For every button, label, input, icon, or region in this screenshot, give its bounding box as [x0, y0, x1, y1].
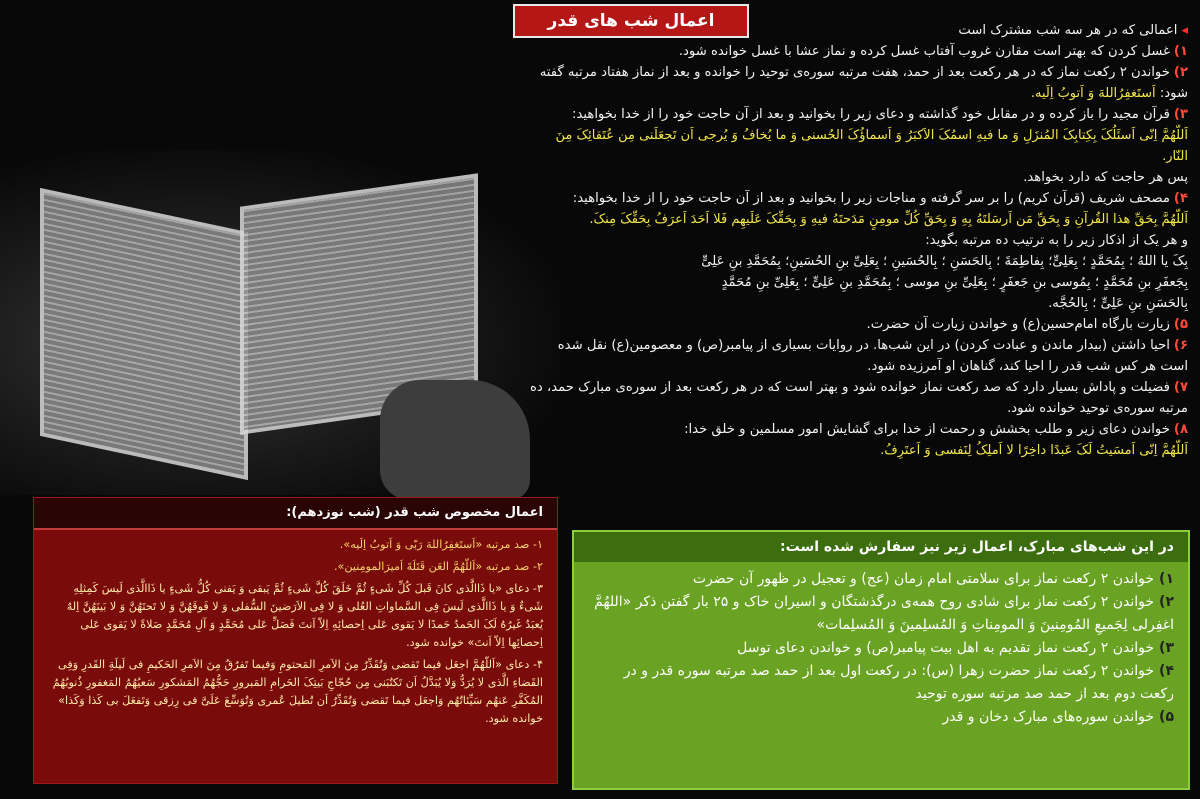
zikr-line: بِجَعفَرِ بنِ مُحَمَّدٍ ؛ بِمُوسی بنِ جَعفَرٍ ؛ بِعَلِیِّ بنِ موسی ؛ بِمُحَمَّدِ بنِ عَلِیٍّ ؛ بِعَلِیِّ بنِ مُحَمَّدٍ [721, 275, 1188, 290]
quran-left-page [40, 188, 248, 480]
zikr-line: بِالحَسَنِ بنِ عَلِیٍّ ؛ بِالحُجَّه. [1048, 296, 1188, 311]
item-text: خواندن دعای زیر و طلب بخشش و رحمت از خدا برای گشایش امور مسلمین و خلق خدا: [684, 422, 1170, 437]
item-after-text: و هر یک از اذکار زیر را به ترتیب ده مرتبه بگوید: [925, 233, 1188, 248]
item-number: ۲) [1159, 594, 1174, 610]
list-item [588, 591, 1174, 637]
item-number: ۳) [1173, 107, 1188, 122]
item-text: زیارت بارگاه امام‌حسین(ع) و خواندن زیارت آن حضرت. [866, 317, 1170, 332]
page-title: اعمال شب های قدر [513, 4, 749, 38]
item-text: خواندن ۲ رکعت نماز برای شادی روح همه‌ی درگذشتگان و اسیران خاک و ۲۵ بار گفتن ذکر «اللهُمَّ اغفِرلی لِجَمیعِ المُومِنینَ وَ المومِناتِ وَ المُسلِمینَ وَ المُسلِمات» [594, 594, 1174, 633]
list-item [588, 660, 1174, 706]
main-item-6 [528, 335, 1188, 377]
dua-text: اَللّهُمَّ اِنّی اَسئَلُکَ بِکِتابِکَ المُنزَلِ وَ ما فیهِ اسمُکَ الاَکبَرُ وَ اَسماؤُکَ الحُسنی وَ ما یُخافُ وَ یُرجی اَن تَجعَلَنی مِن عُتَقائِکَ مِنَ النّار. [555, 128, 1188, 164]
main-item-4 [528, 188, 1188, 209]
intro-line [528, 20, 1188, 41]
quran-reading-photo [0, 150, 560, 495]
recommended-acts-box [572, 530, 1190, 790]
box-item: ۱- صد مرتبه «اَستَغفِرُاللهَ رَبّی وَ اَتوبُ اِلَیه». [339, 538, 543, 551]
reader-hand [380, 380, 530, 500]
box-header: اعمال مخصوص شب قدر (شب نوزدهم): [34, 498, 557, 530]
item-text: فضیلت و پاداش بسیار دارد که صد رکعت نماز خوانده شود و بهتر است که در هر رکعت بعد از سوره‌ی مبارک حمد، ده مرتبه سوره‌ی توحید خوانده شود. [529, 380, 1188, 416]
intro-text: اعمالی که در هر سه شب مشترک است [958, 23, 1178, 38]
item-number: ۶) [1173, 338, 1188, 353]
item-text: مصحف شریف (قرآن کریم) را بر سر گرفته و مناجات زیر را بخوانید و بعد از آن حاجت خود را از خدا بخواهید: [572, 191, 1170, 206]
main-content [528, 20, 1188, 461]
zikr-line: بِکَ یا اللهُ ؛ بِمُحَمَّدٍ ؛ بِعَلِیٍّ؛ بِفاطِمَةَ ؛ بِالحَسَنِ ؛ بِالحُسَینِ ؛ بِعَلِیِّ بنِ الحُسَینِ؛ بِمُحَمَّدِ بنِ عَلِیٍّ [701, 254, 1188, 269]
box-item: ۲- صد مرتبه «اَللّهُمَّ العَن قَتَلَةَ اَمیرَالمومِنین». [333, 560, 543, 573]
item-number: ۱) [1173, 44, 1188, 59]
item-text: قرآن مجید را باز کرده و در مقابل خود گذاشته و دعای زیر را بخوانید و بعد از آن حاجت خود را از خدا بخواهید: [572, 107, 1170, 122]
main-item-2 [528, 62, 1188, 104]
box-item: ۳- دعای «یا ذَاالَّذی کانَ قَبلَ کُلِّ شَیءٍ ثُمَّ خَلَقَ کُلَّ شَیءٍ ثُمَّ یَبقی وَ یَفنی کُلُّ شَیءٍ یا ذَاالَّذی لَیسَ کَمِثلِهِ شَیءٌ وَ یا ذَاالَّذی لَیسَ فِی السَّماواتِ العُلی وَ لا فِی الاَرَضینَ السُّفلی وَ لا فَوقَهُنَّ وَ لا تَحتَهُنَّ وَ لا بَینَهُنَّ اِلهٌ یُعبَدُ غَیرُهُ لَکَ الحَمدُ حَمدًا لا یَقوی عَلی اِحصائِهِ اِلاّ اَنتَ فَصَلِّ عَلی مُحَمَّدٍ وَ آلِ مُحَمَّدٍ صَلاةً لا یَقوی عَلی اِحصائِها اِلاّ اَنتَ» خوانده شود. [66, 582, 543, 649]
item-number: ۸) [1173, 422, 1188, 437]
item-text: خواندن ۲ رکعت نماز تقدیم به اهل بیت پیامبر(ص) و خواندن دعای توسل [737, 640, 1155, 656]
item-after-text: پس هر حاجت که دارد بخواهد. [1023, 170, 1188, 185]
bullet-icon: ◂ [1181, 23, 1188, 38]
item-number: ۴) [1173, 191, 1188, 206]
item-text: خواندن ۲ رکعت نماز حضرت زهرا (س): در رکعت اول بعد از حمد صد مرتبه سوره قدر و در رکعت دوم بعد از حمد صد مرتبه سوره توحید [623, 663, 1174, 702]
item-number: ۳) [1159, 640, 1174, 656]
item-number: ۵) [1159, 709, 1174, 725]
list-item [588, 568, 1174, 591]
item-text: غسل کردن که بهتر است مقارن غروب آفتاب غسل کرده و نماز عشا با غسل خوانده شود. [678, 44, 1170, 59]
item-text: خواندن ۲ رکعت نماز که در هر رکعت بعد از حمد، هفت مرتبه سوره‌ی توحید را خوانده و بعد از نماز هفتاد مرتبه گفته شود: [539, 65, 1188, 101]
box-header: در این شب‌های مبارک، اعمال زیر نیز سفارش شده است: [574, 532, 1188, 562]
item-number: ۵) [1173, 317, 1188, 332]
list-item [588, 637, 1174, 660]
dua-text: اَللّهُمَّ اِنّی اَمسَیتُ لَکَ عَبدًا داخِرًا لا اَملِکُ لِنَفسی وَ اَعتَرِفُ. [880, 443, 1188, 458]
list-item [588, 706, 1174, 729]
main-item-1 [528, 41, 1188, 62]
item-text: خواندن ۲ رکعت نماز برای سلامتی امام زمان (عج) و تعجیل در ظهور آن حضرت [692, 571, 1155, 587]
recommended-list [574, 562, 1188, 735]
nineteenth-night-box [33, 497, 558, 784]
box-body [34, 530, 557, 738]
item-number: ۴) [1159, 663, 1174, 679]
item-number: ۲) [1173, 65, 1188, 80]
item-text: احیا داشتن (بیدار ماندن و عبادت کردن) در این شب‌ها. در روایات بسیاری از پیامبر(ص) و معصومین(ع) نقل شده است هر کس شب قدر را احیا کند، گناهان او آمرزیده شود. [557, 338, 1188, 374]
item-number: ۷) [1173, 380, 1188, 395]
dua-text: اَستَغفِرُاللهَ وَ اَتوبُ اِلَیه. [1030, 86, 1156, 101]
main-item-7 [528, 377, 1188, 419]
main-item-8 [528, 419, 1188, 440]
main-item-5 [528, 314, 1188, 335]
main-item-3 [528, 104, 1188, 125]
item-text: خواندن سوره‌های مبارک دخان و قدر [942, 709, 1155, 725]
dua-text: اَللّهُمَّ بِحَقِّ هذا القُرآنِ وَ بِحَقِّ مَن اَرسَلتَهُ بِهِ وَ بِحَقِّ کُلِّ مومِنٍ مَدَحتَهُ فیهِ وَ بِحَقِّکَ عَلَیهِم فَلا اَحَدَ اَعرَفُ بِحَقِّکَ مِنکَ. [589, 212, 1188, 227]
item-number: ۱) [1159, 571, 1174, 587]
box-item: ۴- دعای «اَللّهُمَّ اجعَل فیما تَقضی وَتُقَدِّرُ مِنَ الاَمرِ المَحتومِ وَفیما تَفرُقُ مِنَ الاَمرِ الحَکیمِ فی لَیلَةِ القَدرِ وَفِی القَضاءِ الَّذی لا یُرَدُّ وَلا یُبَدَّلُ اَن تَکتُبَنی مِن حُجّاجِ بَیتِکَ الحَرامِ المَبرورِ حَجُّهُمُ المَشکورِ سَعیُهُمُ المَغفورِ ذُنوبُهُمُ المُکَفَّرِ عَنهُم سَیِّئاتُهُم وَاجعَل فیما تَقضی وَتُقَدِّرُ اَن تُطیلَ عُمری وَتُوَسِّعَ عَلَیَّ فی رِزقی وَتَفعَلَ بی کَذا وَکَذا» خوانده شود. [52, 658, 543, 725]
